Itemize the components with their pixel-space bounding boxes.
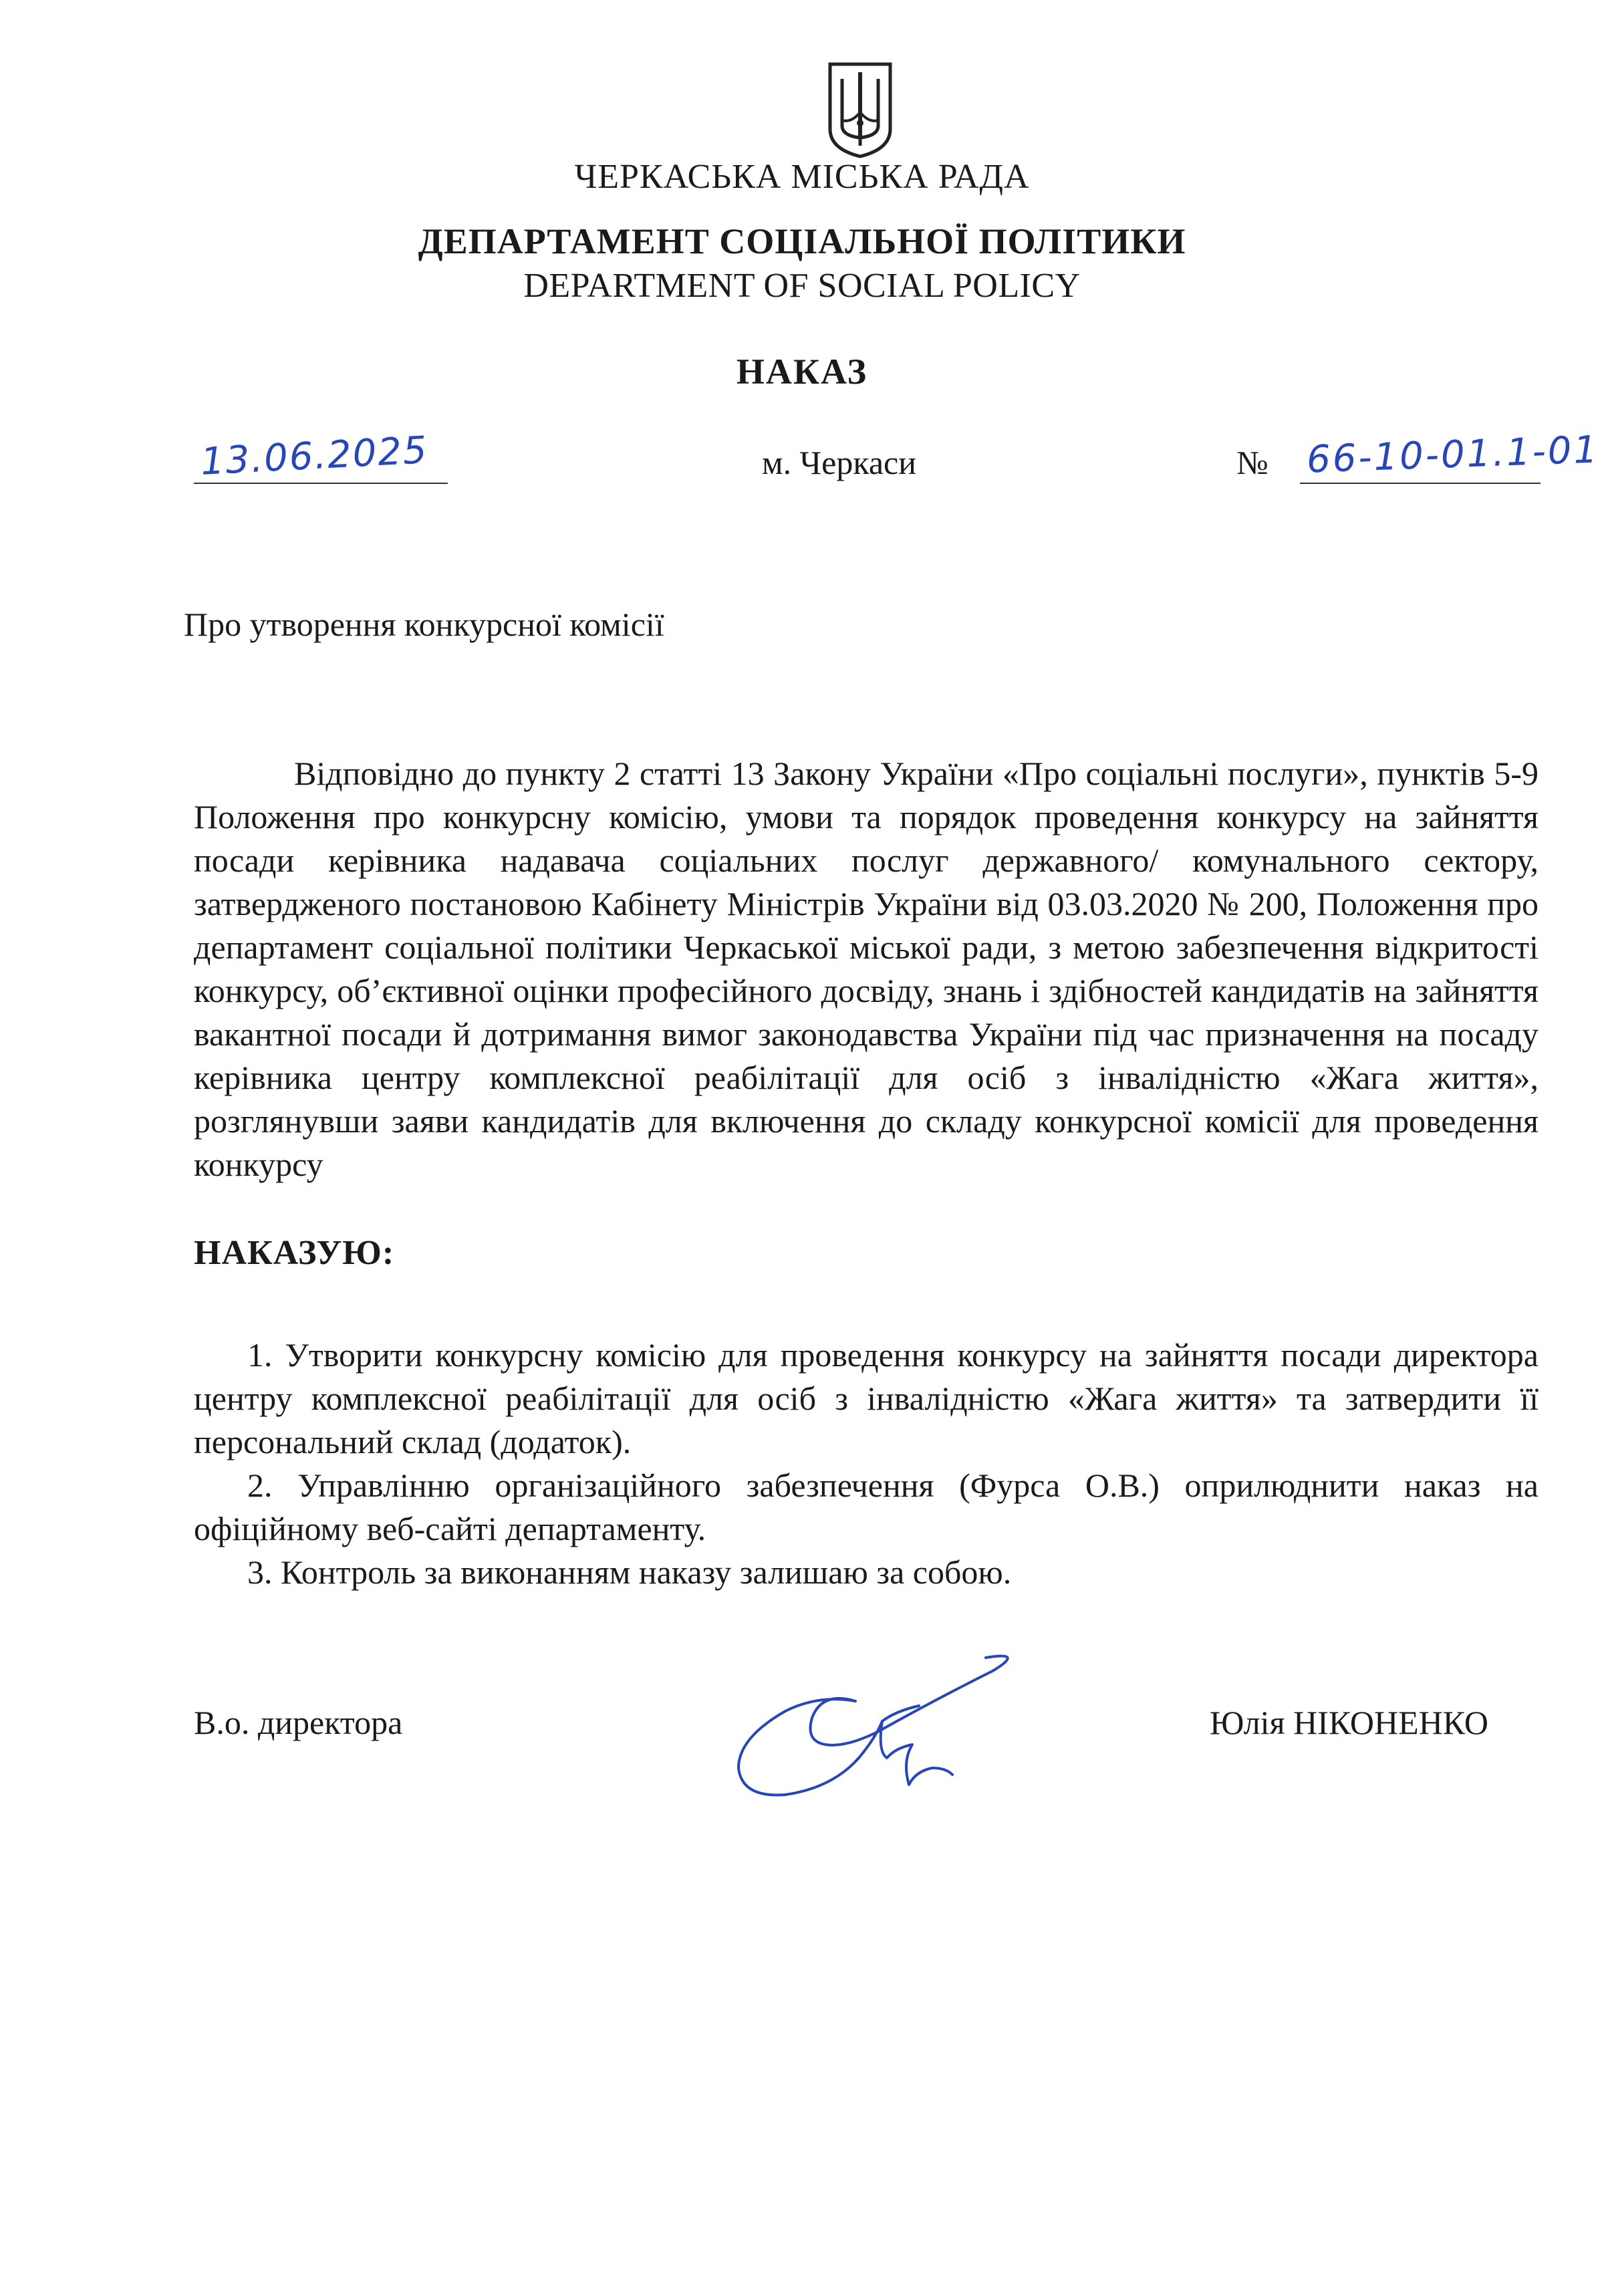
handwritten-signature bbox=[712, 1631, 1046, 1825]
signatory-name: Юлія НІКОНЕНКО bbox=[1210, 1704, 1489, 1741]
department-name-en: DEPARTMENT OF SOCIAL POLICY bbox=[523, 267, 1081, 305]
number-label: № bbox=[1236, 444, 1268, 481]
order-heading: НАКАЗУЮ: bbox=[194, 1234, 395, 1272]
number-underline bbox=[1300, 483, 1541, 484]
handwritten-date: 13.06.2025 bbox=[199, 428, 430, 484]
council-name: ЧЕРКАСЬКА МІСЬКА РАДА bbox=[574, 158, 1030, 196]
department-name-ua: ДЕПАРТАМЕНТ СОЦІАЛЬНОЇ ПОЛІТИКИ bbox=[418, 221, 1186, 261]
order-item: 2. Управлінню організаційного забезпечення (Фурса О.В.) оприлюднити наказ на офіційному веб-сайті департаменту. bbox=[194, 1466, 1539, 1547]
document-subject: Про утворення конкурсної комісії bbox=[184, 606, 664, 643]
signatory-title: В.о. директора bbox=[194, 1704, 403, 1741]
order-item: 3. Контроль за виконанням наказу залишаю за собою. bbox=[247, 1553, 1012, 1591]
handwritten-number: 66-10-01.1-01 bbox=[1305, 428, 1601, 482]
city-label: м. Черкаси bbox=[762, 444, 917, 481]
date-underline bbox=[194, 483, 448, 484]
trident-emblem-icon bbox=[823, 59, 897, 159]
order-items-list bbox=[194, 1333, 1539, 1594]
document-type: НАКАЗ bbox=[736, 352, 868, 392]
order-item: 1. Утворити конкурсну комісію для проведення конкурсу на зайняття посади директора центру комплексної реабілітації для осіб з інвалідністю «Жага життя» та затвердити її персональний склад (додаток). bbox=[194, 1336, 1539, 1460]
preamble-paragraph: Відповідно до пункту 2 статті 13 Закону України «Про соціальні послуги», пунктів 5-9 Положення про конкурсну комісію, умови та порядок проведення конкурсу на зайняття посади керівника надавача соціальних послуг державного/ комунального сектору, затвердженого постановою Кабінету Міністрів України від 03.03.2020 № 200, Положення про департамент соціальної політики Черкаської міської ради, з метою забезпечення відкритості конкурсу, об’єктивної оцінки професійного досвіду, знань і здібностей кандидатів на зайняття вакантної посади й дотримання вимог законодавства України під час призначення на посаду керівника центру комплексної реабілітації для осіб з інвалідністю «Жага життя», розглянувши заяви кандидатів для включення до складу конкурсної комісії для проведення конкурсу bbox=[194, 755, 1539, 1183]
